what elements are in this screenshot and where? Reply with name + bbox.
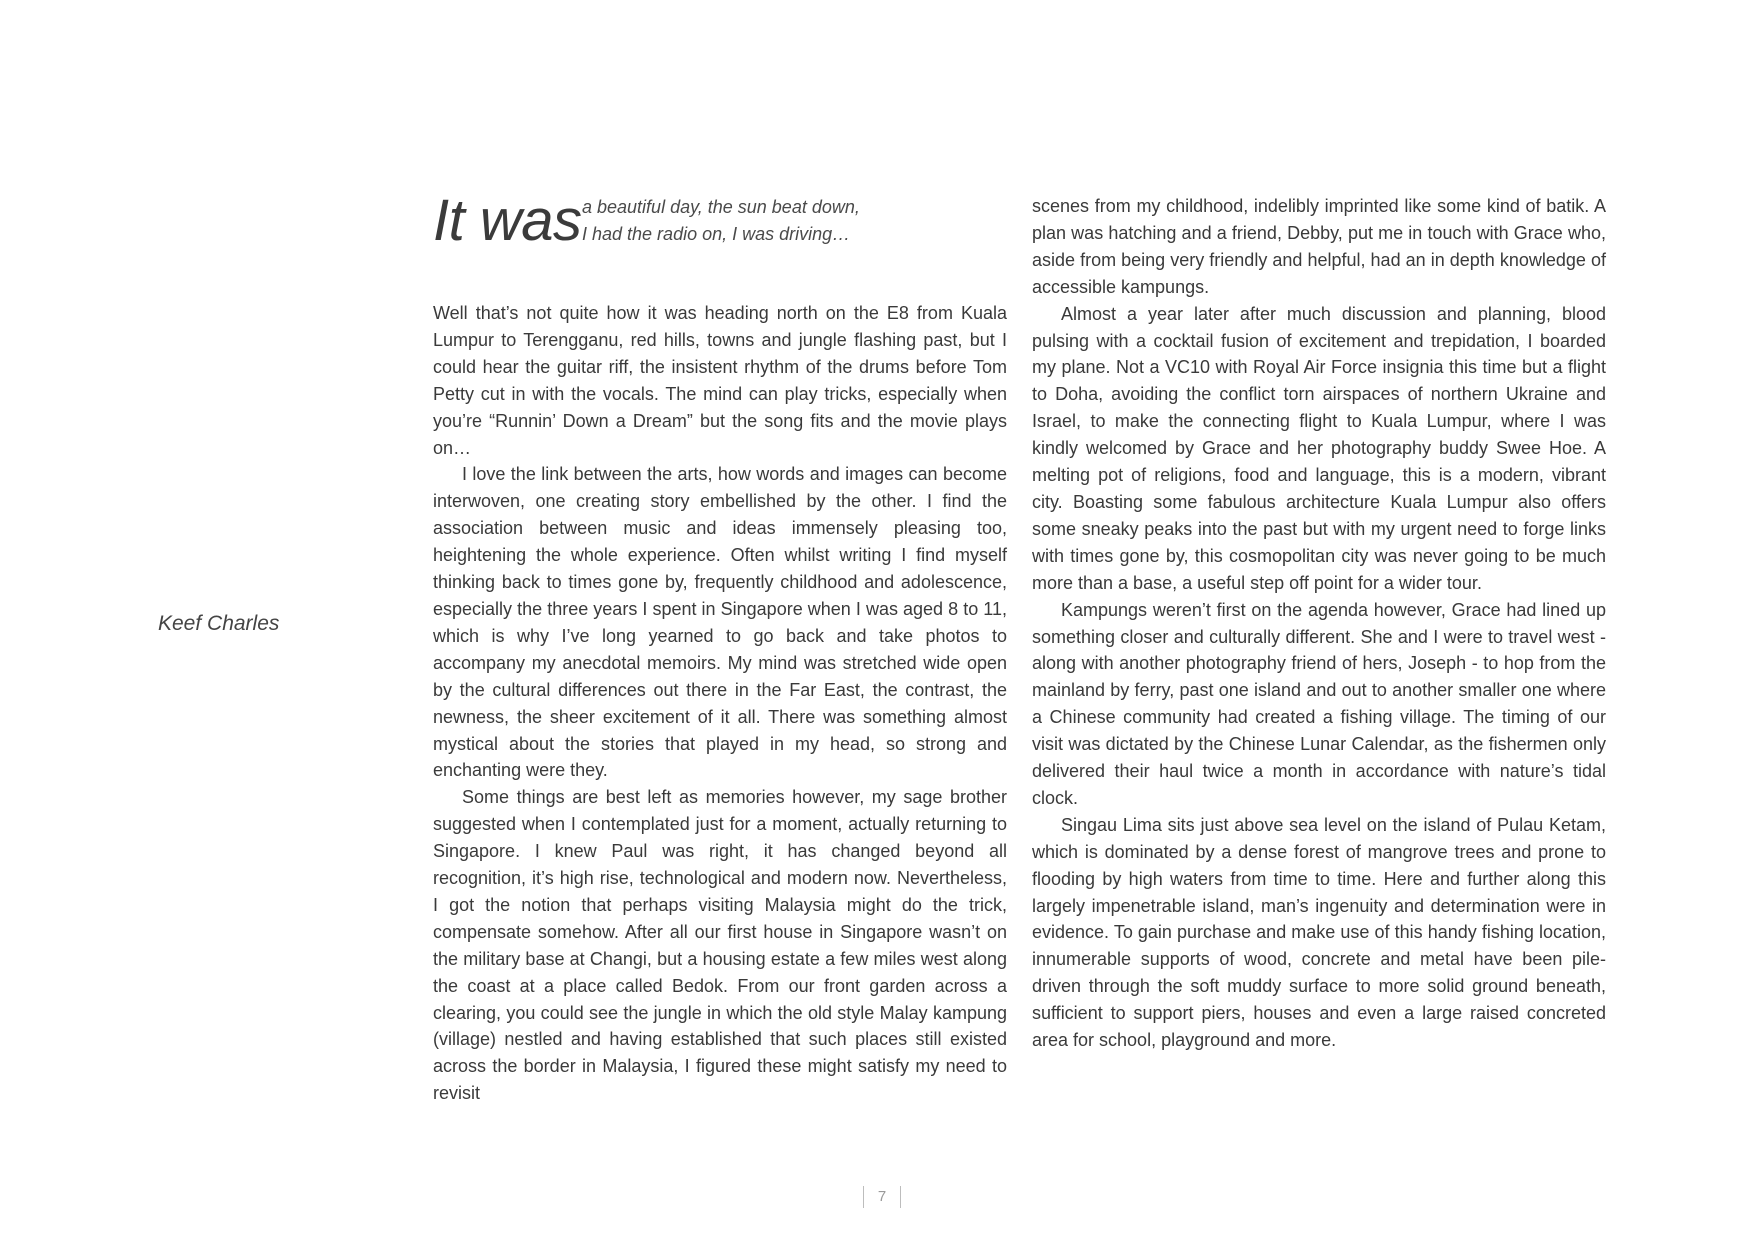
title-subtitle <box>582 194 860 248</box>
paragraph: scenes from my childhood, indelibly imprinted like some kind of batik. A plan was hatching and a friend, Debby, put me in touch with Grace who, aside from being very friendly and helpful, had an in depth knowledge of accessible kampungs. <box>1032 196 1606 297</box>
subtitle-line-2: I had the radio on, I was driving… <box>582 224 851 244</box>
paragraph: Singau Lima sits just above sea level on the island of Pulau Ketam, which is dominated by a dense forest of mangrove trees and prone to flooding by high waters from time to time. Here and further along this largely impenetrable island, man’s ingenuity and determination were in evidence. To gain purchase and make use of this handy fishing location, innumerable supports of wood, concrete and metal have been pile-driven through the soft muddy surface to more solid ground beneath, sufficient to support piers, houses and even a large raised concreted area for school, playground and more. <box>1032 814 1606 1051</box>
title-lead: It was <box>433 188 582 253</box>
title-block <box>433 188 1013 258</box>
paragraph: Some things are best left as memories however, my sage brother suggested when I contemplated just for a moment, actually returning to Singapore. I knew Paul was right, it has changed beyond all recognition, it’s high rise, technological and modern now. Nevertheless, I got the notion that perhaps visiting Malaysia might do the trick, compensate somehow. After all our first house in Singapore wasn’t on the military base at Changi, but a housing estate a few miles west along the coast at a place called Bedok. From our front garden across a clearing, you could see the jungle in which the old style Malay kampung (village) nestled and having established that such places still existed across the border in Malaysia, I figured these might satisfy my need to revisit <box>433 787 1007 1104</box>
paragraph: Almost a year later after much discussion and planning, blood pulsing with a cocktail fusion of excitement and trepidation, I boarded my plane. Not a VC10 with Royal Air Force insignia this time but a flight to Doha, avoiding the conflict torn airspaces of northern Ukraine and Israel, to make the connecting flight to Kuala Lumpur, where I was kindly welcomed by Grace and her photography buddy Swee Hoe. A melting pot of religions, food and language, this is a modern, vibrant city. Boasting some fabulous architecture Kuala Lumpur also offers some sneaky peaks into the past but with my urgent need to forge links with times gone by, this cosmopolitan city was never going to be much more than a base, a useful step off point for a wider tour. <box>1032 303 1606 593</box>
paragraph: Well that’s not quite how it was heading north on the E8 from Kuala Lumpur to Terengganu, red hills, towns and jungle flashing past, but I could hear the guitar riff, the insistent rhythm of the drums before Tom Petty cut in with the vocals. The mind can play tricks, especially when you’re “Runnin’ Down a Dream” but the song fits and the movie plays on… <box>433 303 1007 458</box>
paragraph: Kampungs weren’t first on the agenda however, Grace had lined up something closer and culturally different. She and I were to travel west - along with another photography friend of hers, Joseph - to hop from the mainland by ferry, past one island and out to another smaller one where a Chinese community had created a fishing village. The timing of our visit was dictated by the Chinese Lunar Calendar, as the fishermen only delivered their haul twice a month in accordance with nature’s tidal clock. <box>1032 599 1606 808</box>
page-number: 7 <box>863 1186 901 1208</box>
left-column <box>433 300 1007 1107</box>
author-name: Keef Charles <box>158 612 280 635</box>
paragraph: I love the link between the arts, how words and images can become interwoven, one creating story embellished by the other. I find the association between music and ideas immensely pleasing too, heightening the whole experience. Often whilst writing I find myself thinking back to times gone by, frequently childhood and adolescence, especially the three years I spent in Singapore when I was aged 8 to 11, which is why I’ve long yearned to go back and take photos to accompany my anecdotal memoirs. My mind was stretched wide open by the cultural differences out there in the Far East, the contrast, the newness, the sheer excitement of it all. There was something almost mystical about the stories that played in my head, so strong and enchanting were they. <box>433 464 1007 781</box>
right-column <box>1032 193 1606 1054</box>
subtitle-line-1: a beautiful day, the sun beat down, <box>582 197 860 217</box>
